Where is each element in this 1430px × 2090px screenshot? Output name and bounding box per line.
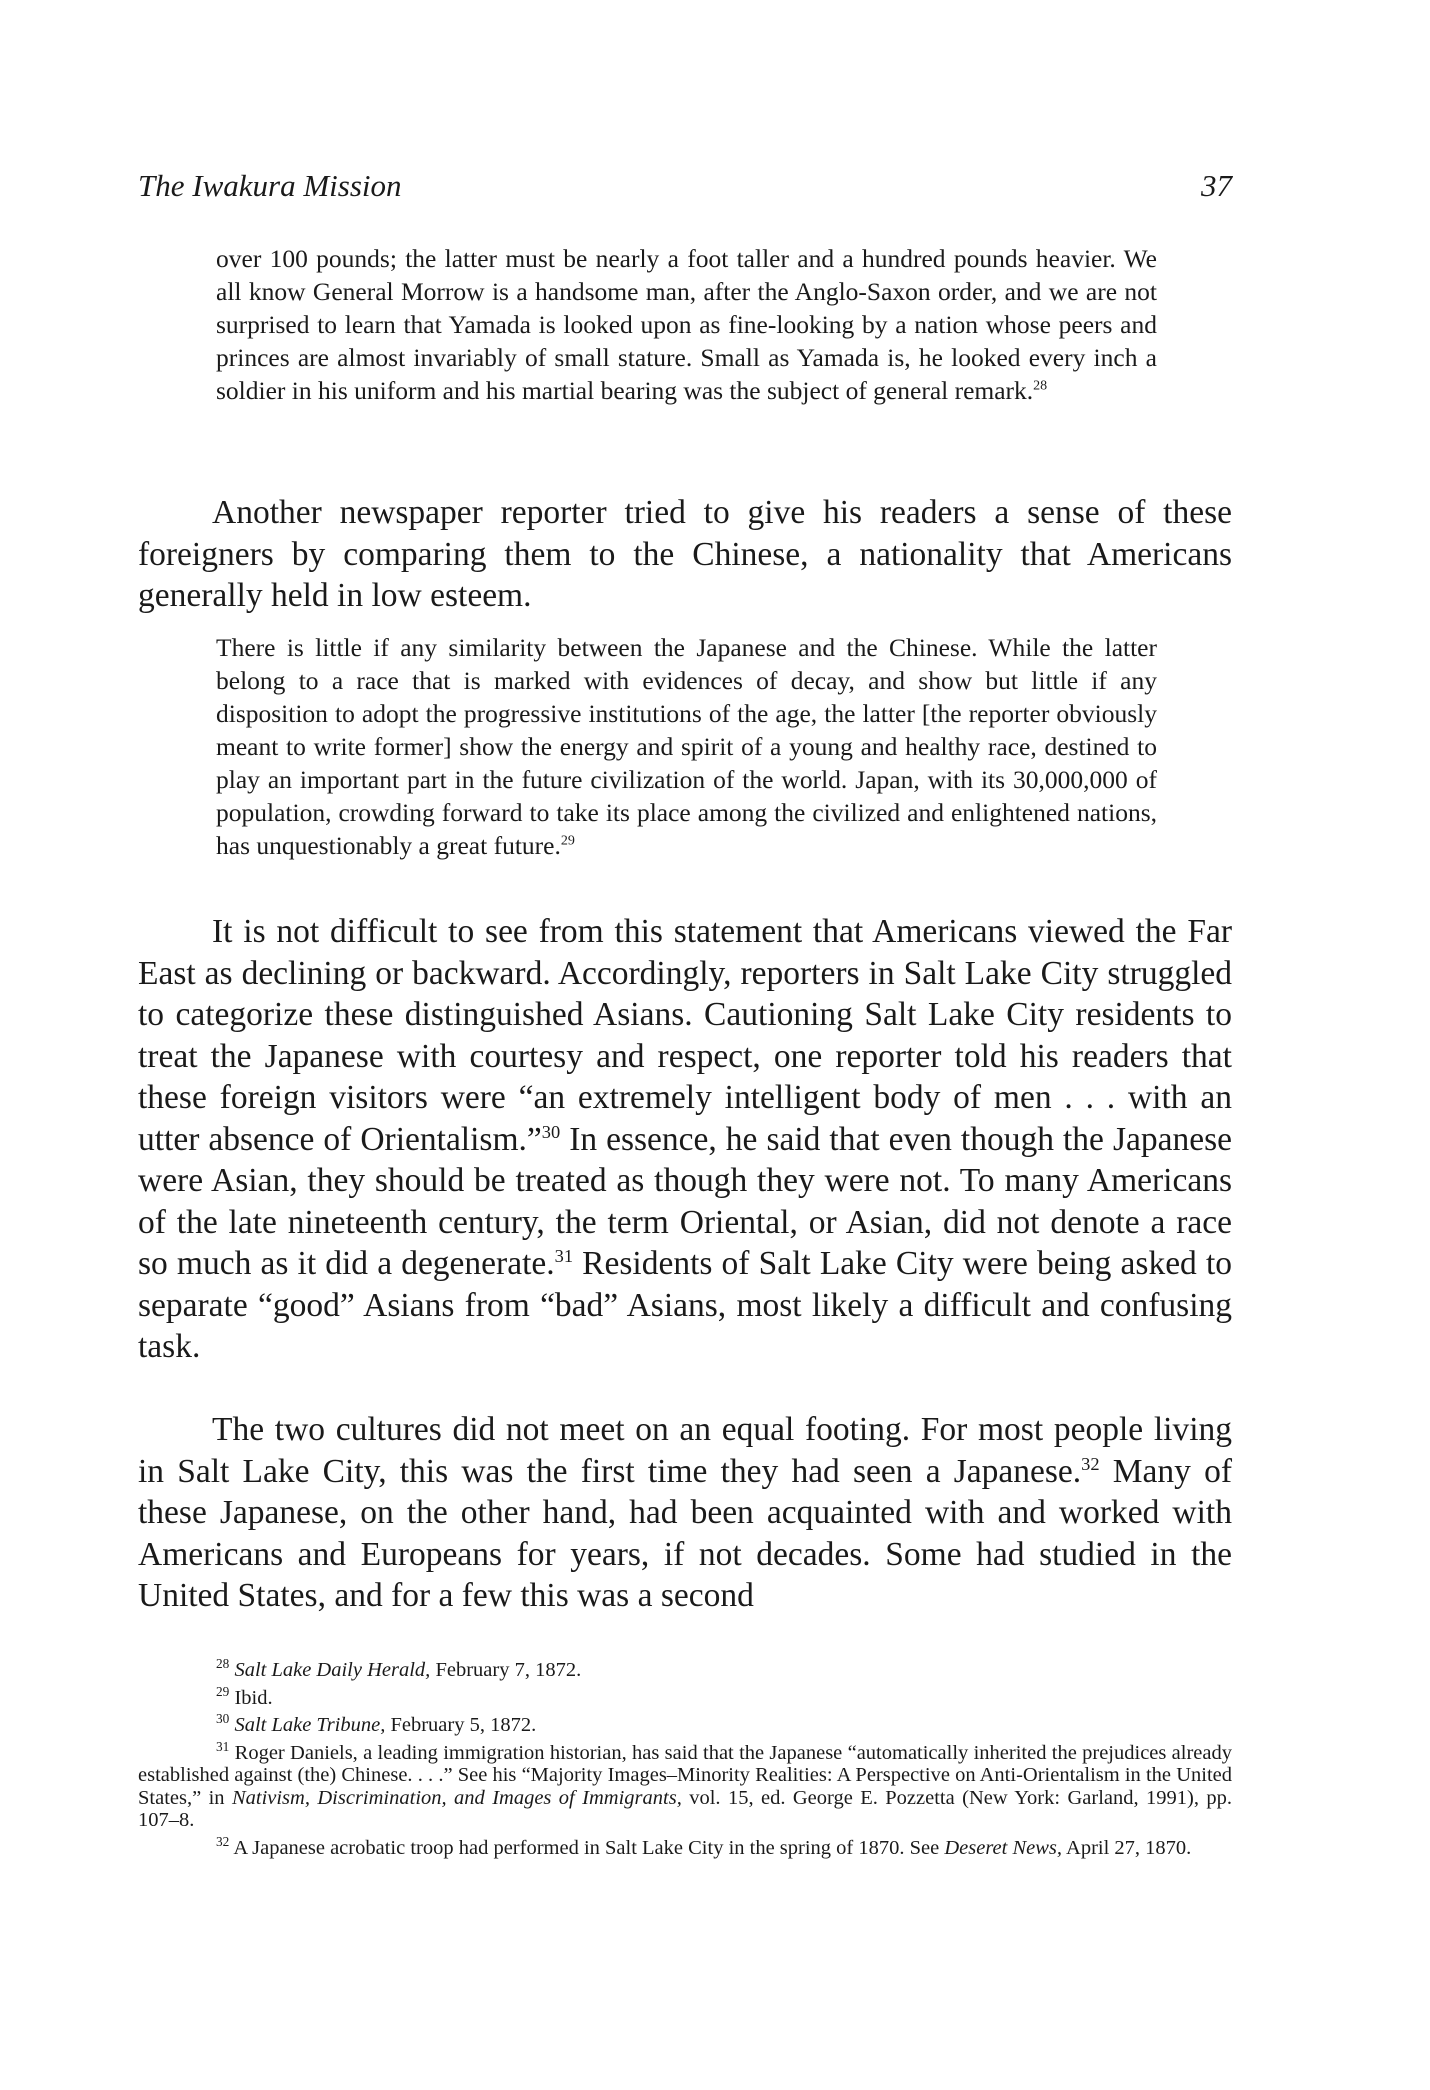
block-quote-1-text bbox=[216, 242, 1157, 407]
footnote-29 bbox=[138, 1683, 1232, 1710]
paragraph-2-part2: In essence, he said that even though the Japanese were Asian, they should be treated as though they were not. To many Americans of the late nineteenth century, the term Oriental, or Asian, did not denote a race so much as it did a degenerate. bbox=[138, 1120, 1232, 1282]
footnote-ref-29: 29 bbox=[560, 833, 575, 849]
footnote-31 bbox=[138, 1738, 1233, 1832]
paragraph-2-part1: It is not difficult to see from this statement that Americans viewed the Far East as declining or backward. Accordingly, reporters in Salt Lake City struggled to categorize these distinguished Asians. Cautioning Salt Lake City residents to treat the Japanese with courtesy and respect, one reporter told his readers that these foreign visitors were “an extremely intelligent body of men . . . with an utter absence of Orientalism.” bbox=[138, 913, 1232, 1158]
footnote-31-book: Nativism, Discrimination, and Images of Immigrants, bbox=[231, 1786, 682, 1809]
paragraph-1 bbox=[138, 492, 1232, 617]
footnote-30-source: Salt Lake Tribune, bbox=[234, 1714, 386, 1736]
footnote-28-date: February 7, 1872. bbox=[430, 1659, 582, 1681]
footnote-28-source: Salt Lake Daily Herald, bbox=[234, 1659, 431, 1681]
page-number: 37 bbox=[1201, 168, 1232, 203]
block-quote-2 bbox=[216, 631, 1157, 862]
footnote-32-part2: April 27, 1870. bbox=[1062, 1836, 1192, 1859]
paragraph-2 bbox=[138, 911, 1232, 1368]
footnote-28-number: 28 bbox=[216, 1656, 230, 1672]
paragraph-3 bbox=[138, 1409, 1232, 1617]
footnote-ref-31: 31 bbox=[554, 1245, 574, 1266]
footnote-31-part1: Roger Daniels, a leading immigration historian, has said that the Japanese “automatically inherited the prejudices already established against (the) Chinese. . . .” See his “Majority Images–Minority Realities: A Perspective on Anti-Orientalism in the United States,” in bbox=[138, 1741, 1233, 1809]
footnote-30-number: 30 bbox=[216, 1711, 230, 1727]
footnote-32 bbox=[138, 1833, 1232, 1860]
footnote-ref-32: 32 bbox=[1081, 1453, 1100, 1474]
block-quote-1 bbox=[216, 242, 1157, 407]
running-header bbox=[138, 168, 1232, 204]
footnote-28 bbox=[138, 1656, 1232, 1682]
paragraph-3-text bbox=[138, 1409, 1232, 1617]
footnote-32-part1: A Japanese acrobatic troop had performed in Salt Lake City in the spring of 1870. See bbox=[233, 1836, 945, 1859]
footnote-ref-28: 28 bbox=[1033, 378, 1048, 394]
quote-1-body: over 100 pounds; the latter must be nearly a foot taller and a hundred pounds heavier. We all know General Morrow is a handsome man, after the Anglo-Saxon order, and we are not surprised to learn that Yamada is looked upon as fine-looking by a nation whose peers and princes are almost invariably of small stature. Small as Yamada is, he looked every inch a soldier in his uniform and his martial bearing was the subject of general remark. bbox=[216, 244, 1157, 405]
footnote-31-number: 31 bbox=[216, 1738, 230, 1754]
footnote-30-date: February 5, 1872. bbox=[385, 1714, 537, 1736]
paragraph-2-text bbox=[138, 911, 1232, 1368]
paragraph-1-text: Another newspaper reporter tried to give his readers a sense of these foreigners by comparing them to the Chinese, a nationality that Americans generally held in low esteem. bbox=[138, 494, 1232, 614]
running-title: The Iwakura Mission bbox=[138, 168, 402, 203]
paragraph-3-part1: The two cultures did not meet on an equal footing. For most people living in Salt Lake City, this was the first time they had seen a Japanese. bbox=[138, 1411, 1232, 1490]
footnote-32-number: 32 bbox=[216, 1833, 230, 1849]
footnote-29-text: Ibid. bbox=[234, 1686, 273, 1709]
footnote-ref-30: 30 bbox=[541, 1121, 561, 1142]
paragraph-2-part3: Residents of Salt Lake City were being asked to separate “good” Asians from “bad” Asians, most likely a difficult and confusing task. bbox=[138, 1245, 1232, 1365]
block-quote-2-text bbox=[216, 631, 1157, 862]
footnote-30 bbox=[138, 1711, 1232, 1737]
footnote-29-number: 29 bbox=[216, 1683, 230, 1699]
quote-2-body: There is little if any similarity between the Japanese and the Chinese. While the latter belong to a race that is marked with evidences of decay, and show but little if any disposition to adopt the progressive institutions of the age, the latter [the reporter obviously meant to write former] show the energy and spirit of a young and healthy race, destined to play an important part in the future civilization of the world. Japan, with its 30,000,000 of population, crowding forward to take its place among the civilized and enlightened nations, has unquestionably a great future. bbox=[216, 633, 1157, 860]
footnote-32-source: Deseret News, bbox=[944, 1836, 1063, 1859]
paragraph-3-part2: Many of these Japanese, on the other hand, had been acquainted with and worked with Americans and Europeans for years, if not decades. Some had studied in the United States, and for a few this was a second bbox=[138, 1452, 1233, 1614]
footnotes bbox=[138, 1656, 1233, 1864]
footnote-31-part2: vol. 15, ed. George E. Pozzetta (New York: Garland, 1991), pp. 107–8. bbox=[138, 1786, 1233, 1831]
